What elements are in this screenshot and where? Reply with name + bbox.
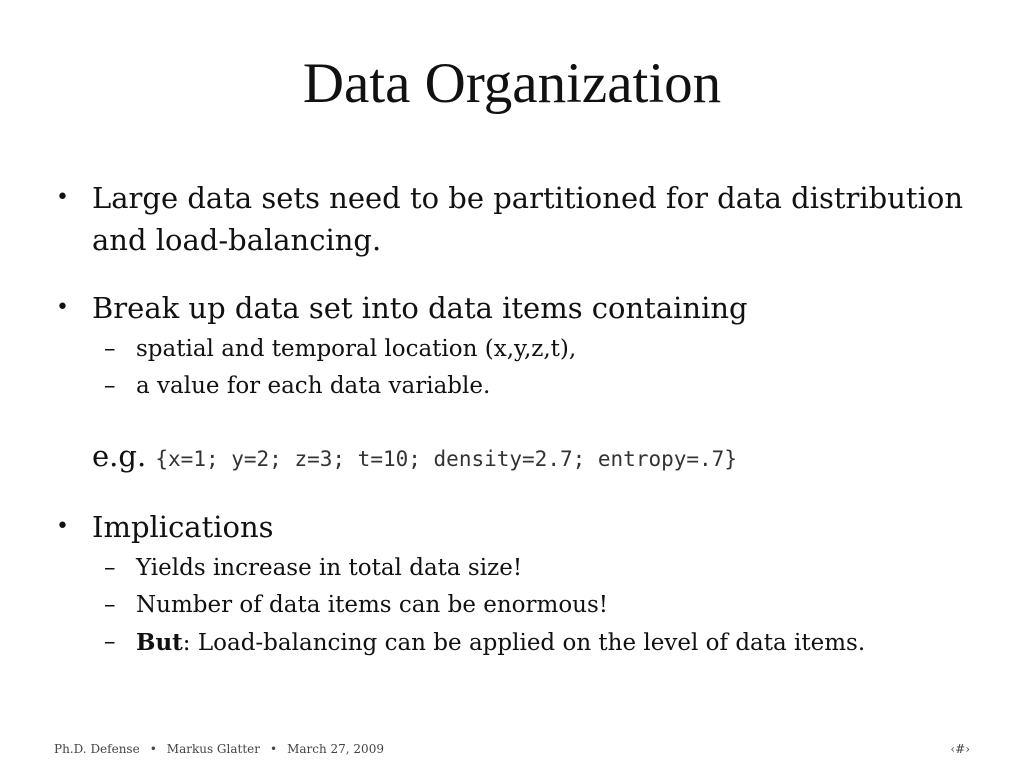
- sub-item-bold: But: [136, 629, 183, 656]
- footer-separator: •: [270, 742, 278, 756]
- bullet-glyph: •: [56, 295, 69, 320]
- sub-item-text: Number of data items can be enormous!: [136, 592, 609, 618]
- sub-item: [56, 626, 986, 660]
- footer-event: Ph.D. Defense: [54, 742, 140, 756]
- sub-item: [56, 552, 986, 585]
- bullet-glyph: •: [56, 514, 69, 539]
- example-line: [56, 435, 986, 480]
- sub-item: [56, 589, 986, 622]
- bullet-item-2: [56, 287, 986, 329]
- dash-glyph: –: [104, 629, 116, 655]
- sub-item-text: spatial and temporal location (x,y,z,t),: [136, 336, 577, 362]
- bullet-text: Implications: [92, 510, 274, 544]
- slide-content: [56, 177, 986, 660]
- bullet-glyph: •: [56, 185, 69, 210]
- bullet-item-3: [56, 506, 986, 548]
- footer-separator: •: [149, 742, 157, 756]
- sub-item: [56, 333, 986, 366]
- dash-glyph: –: [104, 592, 116, 618]
- slide-title: Data Organization: [302, 52, 722, 115]
- sub-item-text: : Load-balancing can be applied on the level of data items.: [182, 630, 866, 656]
- dash-glyph: –: [104, 336, 116, 362]
- dash-glyph: –: [104, 555, 116, 581]
- bullet-text: Large data sets need to be partitioned for data distribution and load-balancing.: [92, 181, 963, 257]
- bullet-item-1: [56, 177, 986, 261]
- bullet-text: Break up data set into data items containing: [92, 291, 748, 325]
- sub-item-text: Yields increase in total data size!: [136, 555, 523, 581]
- example-code: {x=1; y=2; z=3; t=10; density=2.7; entropy=.7}: [155, 447, 737, 471]
- footer-author: Markus Glatter: [166, 742, 260, 756]
- footer-date: March 27, 2009: [287, 742, 384, 756]
- slide-footer: [54, 741, 384, 757]
- dash-glyph: –: [104, 373, 116, 399]
- sub-item-text: a value for each data variable.: [136, 373, 491, 399]
- example-prefix: e.g.: [92, 439, 147, 473]
- sub-item: [56, 370, 986, 403]
- page-number: ‹#›: [950, 742, 970, 756]
